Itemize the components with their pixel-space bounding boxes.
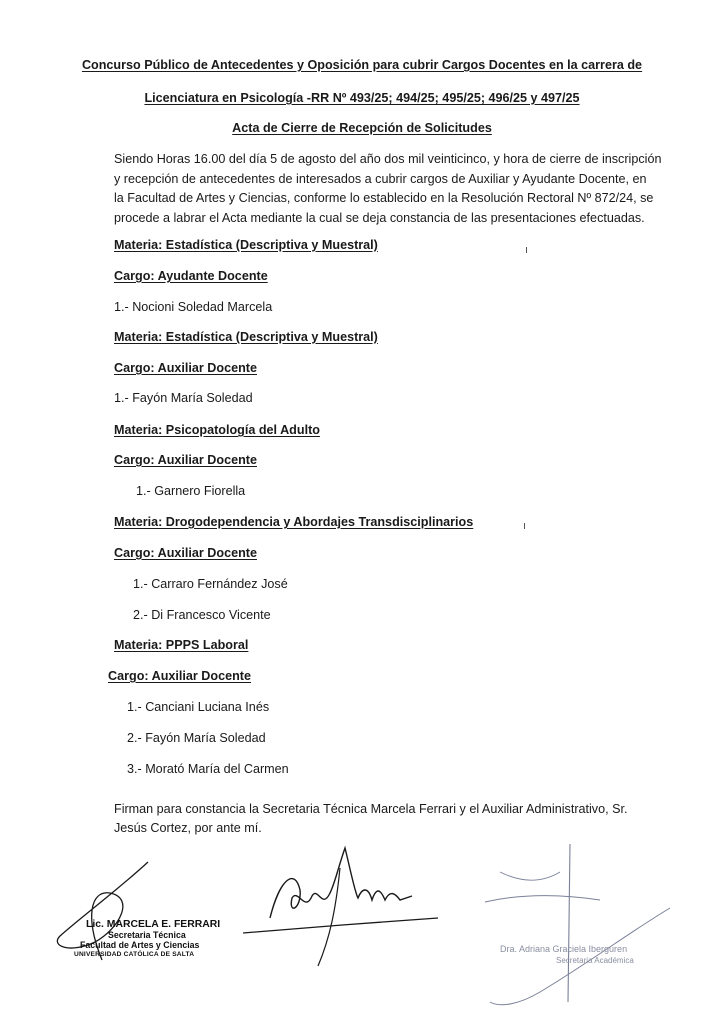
scan-mark [526, 247, 527, 253]
closing-line: Firman para constancia la Secretaria Técnica Marcela Ferrari y el Auxiliar Administrativo, Sr. [114, 802, 628, 816]
cargo-heading: Cargo: Auxiliar Docente [114, 546, 257, 560]
cargo-heading: Cargo: Ayudante Docente [114, 269, 268, 283]
closing-line: Jesús Cortez, por ante mí. [114, 821, 262, 835]
intro-line: la Facultad de Artes y Ciencias, conforme lo establecido en la Resolución Rectoral Nº 872/24, se [114, 191, 654, 206]
intro-line: procede a labrar el Acta mediante la cual se deja constancia de las presentaciones efectuadas. [114, 210, 645, 225]
intro-line: y recepción de antecedentes de interesados a cubrir cargos de Auxiliar y Ayudante Docente, en [114, 171, 647, 186]
candidate-item: 1.- Canciani Luciana Inés [127, 700, 270, 714]
candidate-item: 1.- Carraro Fernández José [133, 577, 288, 591]
candidate-item: 2.- Fayón María Soledad [127, 731, 266, 745]
scan-mark [524, 523, 525, 529]
cargo-heading: Cargo: Auxiliar Docente [114, 361, 257, 375]
candidate-item: 1.- Garnero Fiorella [136, 484, 246, 498]
intro-line: Siendo Horas 16.00 del día 5 de agosto del año dos mil veinticinco, y hora de cierre de inscripción [114, 152, 662, 166]
candidate-item: 1.- Fayón María Soledad [114, 391, 253, 405]
candidate-item: 3.- Morató María del Carmen [127, 762, 289, 776]
document-title: Concurso Público de Antecedentes y Oposición para cubrir Cargos Docentes en la carrera de [81, 58, 643, 72]
cargo-heading: Cargo: Auxiliar Docente [108, 669, 251, 683]
document-title-continued: Licenciatura en Psicología -RR Nº 493/25; 494/25; 495/25; 496/25 y 497/25 [144, 91, 580, 105]
stamp-faculty: Facultad de Artes y Ciencias [80, 940, 200, 950]
stamp-name: Lic. MARCELA E. FERRARI [86, 919, 221, 930]
materia-heading: Materia: Estadística (Descriptiva y Muestral) [114, 330, 378, 344]
closing-paragraph [114, 800, 654, 838]
stamp-university: UNIVERSIDAD CATÓLICA DE SALTA [74, 951, 195, 958]
materia-heading: Materia: PPPS Laboral [114, 638, 249, 652]
materia-heading: Materia: Psicopatología del Adulto [114, 423, 320, 437]
intro-paragraph [114, 150, 662, 228]
stamp-role: Secretaria Académica [556, 956, 634, 965]
cargo-heading: Cargo: Auxiliar Docente [114, 453, 257, 467]
candidate-item: 1.- Nocioni Soledad Marcela [114, 300, 273, 314]
ferrari-stamp [74, 920, 220, 960]
candidate-item: 2.- Di Francesco Vicente [133, 608, 271, 622]
materia-heading: Materia: Estadística (Descriptiva y Muestral) [114, 238, 378, 252]
cortez-signature [240, 838, 440, 968]
stamp-role: Secretaria Técnica [108, 930, 186, 940]
materia-heading: Materia: Drogodependencia y Abordajes Transdisciplinarios [114, 515, 474, 529]
stamp-name: Dra. Adriana Graciela Iberguren [500, 944, 628, 954]
iberguren-stamp [500, 944, 634, 966]
acta-subtitle: Acta de Cierre de Recepción de Solicitudes [232, 121, 492, 135]
iberguren-signature [480, 842, 680, 1012]
